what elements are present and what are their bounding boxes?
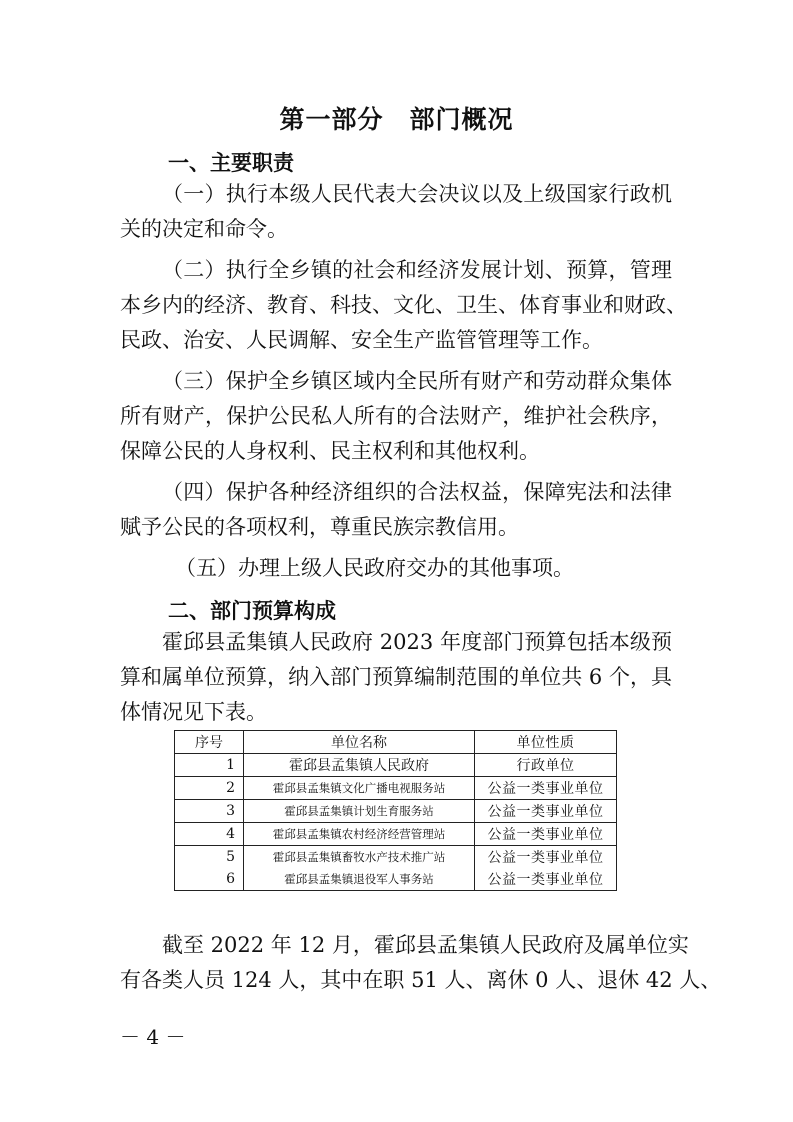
row-name: 霍邱县孟集镇文化广播电视服务站 [244, 777, 475, 800]
intro-line-2: 算和属单位预算，纳入部门预算编制范围的单位共 6 个，具 [120, 665, 672, 689]
duty-3-line-2: 所有财产，保护公民私人所有的合法财产，维护社会秩序， [120, 404, 672, 428]
table-header-row [175, 731, 617, 754]
staff-line-1: 截至 2022 年 12 月，霍邱县孟集镇人民政府及属单位实 [162, 933, 689, 957]
duty-5-line-1: （五）办理上级人民政府交办的其他事项。 [175, 556, 574, 580]
duty-1-line-1: （一）执行本级人民代表大会决议以及上级国家行政机 [162, 182, 672, 206]
row-type: 公益一类事业单位 [475, 868, 617, 891]
duty-2-line-3: 民政、治安、人民调解、安全生产监管管理等工作。 [120, 328, 603, 352]
row-seq: 6 [175, 868, 244, 891]
row-seq: 4 [175, 823, 244, 846]
duty-2-line-1: （二）执行全乡镇的社会和经济发展计划、预算，管理 [162, 258, 672, 282]
header-name: 单位名称 [244, 731, 475, 754]
duty-3-line-1: （三）保护全乡镇区域内全民所有财产和劳动群众集体 [162, 369, 672, 393]
staff-line-2: 有各类人员 124 人，其中在职 51 人、离休 0 人、退休 42 人、 [120, 968, 722, 992]
row-name: 霍邱县孟集镇农村经济经营管理站 [244, 823, 475, 846]
row-type: 公益一类事业单位 [475, 823, 617, 846]
row-type: 行政单位 [475, 754, 617, 777]
duty-4-line-1: （四）保护各种经济组织的合法权益，保障宪法和法律 [162, 480, 672, 504]
row-type: 公益一类事业单位 [475, 777, 617, 800]
row-name: 霍邱县孟集镇人民政府 [244, 754, 475, 777]
header-type: 单位性质 [475, 731, 617, 754]
row-name: 霍邱县孟集镇畜牧水产技术推广站 [244, 846, 475, 869]
row-name: 霍邱县孟集镇退役军人事务站 [244, 868, 475, 891]
intro-line-3: 体情况见下表。 [120, 700, 267, 724]
duty-2-line-2: 本乡内的经济、教育、科技、文化、卫生、体育事业和财政、 [120, 293, 687, 317]
table-row [175, 754, 617, 777]
section-heading-budget: 二、部门预算构成 [168, 599, 336, 623]
intro-line-1: 霍邱县孟集镇人民政府 2023 年度部门预算包括本级预 [162, 630, 672, 654]
row-type: 公益一类事业单位 [475, 800, 617, 823]
row-seq: 3 [175, 800, 244, 823]
page-number: － 4 － [120, 1025, 186, 1049]
page-title: 第一部分 部门概况 [279, 105, 514, 134]
table-row [175, 846, 617, 869]
table-row [175, 823, 617, 846]
row-seq: 5 [175, 846, 244, 869]
duty-1-line-2: 关的决定和命令。 [120, 217, 288, 241]
duty-4-line-2: 赋予公民的各项权利，尊重民族宗教信用。 [120, 515, 519, 539]
row-seq: 2 [175, 777, 244, 800]
section-heading-duties: 一、主要职责 [168, 151, 294, 175]
table-row [175, 800, 617, 823]
header-seq: 序号 [175, 731, 244, 754]
row-type: 公益一类事业单位 [475, 846, 617, 869]
table-row [175, 777, 617, 800]
table-row [175, 868, 617, 891]
row-seq: 1 [175, 754, 244, 777]
row-name: 霍邱县孟集镇计划生育服务站 [244, 800, 475, 823]
duty-3-line-3: 保障公民的人身权利、民主权利和其他权利。 [120, 439, 540, 463]
units-table [174, 730, 617, 891]
